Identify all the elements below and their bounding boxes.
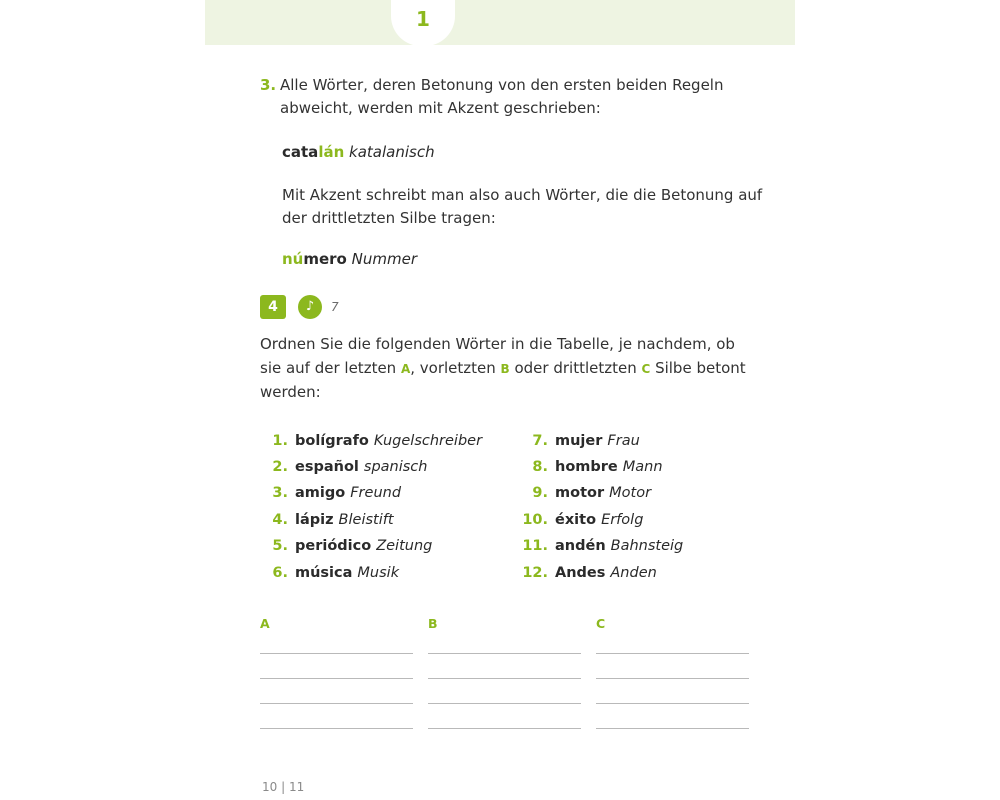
word-spanish: hombre <box>555 458 618 475</box>
chapter-tab <box>391 0 455 46</box>
list-item <box>260 509 520 532</box>
example-word-prefix: cata <box>282 142 319 161</box>
instruction-part-3: oder drittletzten <box>509 358 642 377</box>
word-index: 11. <box>522 538 548 555</box>
rule-number: 3. <box>260 76 277 94</box>
instruction-part-1: Ordnen Sie die folgenden Wörter in die Tabelle, je nachdem, ob sie auf der letzten <box>260 334 735 377</box>
word-german: Freund <box>350 485 402 502</box>
word-german: Anden <box>610 564 657 581</box>
write-line <box>596 703 749 704</box>
word-spanish: Andes <box>555 564 606 581</box>
write-line <box>428 703 581 704</box>
column-header-c: C <box>596 616 606 632</box>
word-spanish: motor <box>555 485 605 502</box>
word-german: Musik <box>357 564 400 581</box>
word-index: 12. <box>522 564 548 581</box>
write-line <box>260 728 413 729</box>
word-index: 9. <box>532 485 548 502</box>
list-item <box>260 562 520 585</box>
write-line <box>260 653 413 654</box>
word-list-column-right <box>520 430 780 589</box>
example2-word-suffix: mero <box>303 250 347 269</box>
write-line <box>428 678 581 679</box>
write-line <box>596 678 749 679</box>
word-spanish: español <box>295 458 359 475</box>
write-line <box>596 728 749 729</box>
word-index: 4. <box>272 511 288 528</box>
list-item <box>520 430 780 453</box>
answer-field-a[interactable] <box>260 653 428 654</box>
answer-field-c[interactable] <box>596 653 764 654</box>
answer-field-b[interactable] <box>428 678 596 679</box>
word-spanish: lápiz <box>295 511 334 528</box>
example2-translation: Nummer <box>351 250 418 269</box>
example-translation: katalanisch <box>349 142 435 161</box>
instruction-part-4: Silbe betont werden: <box>260 358 746 401</box>
word-german: Kugelschreiber <box>373 432 483 449</box>
page-number: 10 | 11 <box>262 780 305 794</box>
word-index: 10. <box>522 511 548 528</box>
word-index: 7. <box>532 432 548 449</box>
word-spanish: éxito <box>555 511 597 528</box>
rule-item-3 <box>260 74 780 121</box>
word-spanish: andén <box>555 538 606 555</box>
word-spanish: periódico <box>295 538 372 555</box>
word-index: 1. <box>272 432 288 449</box>
rule-paragraph: Mit Akzent schreibt man also auch Wörter, die die Betonung auf der drittletzten Silbe tragen: <box>282 185 763 227</box>
write-line <box>428 653 581 654</box>
word-list-column-left <box>260 430 520 589</box>
answer-row <box>260 728 780 729</box>
write-line <box>428 728 581 729</box>
word-spanish: bolígrafo <box>295 432 369 449</box>
write-line <box>260 678 413 679</box>
list-item <box>520 482 780 505</box>
answer-field-c[interactable] <box>596 703 764 704</box>
headphones-icon[interactable]: ♪ <box>298 295 322 319</box>
column-header-a: A <box>260 616 270 632</box>
instruction-label-a: A <box>400 361 411 376</box>
word-index: 6. <box>272 564 288 581</box>
answer-field-c[interactable] <box>596 678 764 679</box>
word-spanish: música <box>295 564 353 581</box>
answer-field-a[interactable] <box>260 703 428 704</box>
instruction-part-2: , vorletzten <box>410 358 501 377</box>
answer-field-a[interactable] <box>260 728 428 729</box>
answer-row <box>260 703 780 704</box>
example2-word-accent: nú <box>282 250 304 269</box>
answer-field-c[interactable] <box>596 728 764 729</box>
word-spanish: mujer <box>555 432 603 449</box>
write-line <box>260 703 413 704</box>
example-word-accent: lán <box>318 142 345 161</box>
word-german: Bleistift <box>338 511 394 528</box>
list-item <box>520 535 780 558</box>
word-german: Motor <box>609 485 652 502</box>
answer-table <box>260 616 780 729</box>
word-german: Mann <box>622 458 663 475</box>
rule-text: Alle Wörter, deren Betonung von den ersten beiden Regeln abweicht, werden mit Akzent geschrieben: <box>280 76 724 118</box>
answer-field-b[interactable] <box>428 728 596 729</box>
example-numero <box>282 248 780 271</box>
exercise-marker <box>260 294 780 320</box>
answer-row <box>260 653 780 654</box>
word-german: Zeitung <box>376 538 433 555</box>
answer-row <box>260 678 780 679</box>
word-index: 2. <box>272 458 288 475</box>
answer-table-header <box>260 616 780 631</box>
list-item <box>260 535 520 558</box>
answer-field-b[interactable] <box>428 703 596 704</box>
word-index: 5. <box>272 538 288 555</box>
instruction-label-b: B <box>500 361 510 376</box>
column-header-b: B <box>428 616 438 632</box>
list-item <box>520 509 780 532</box>
word-index: 3. <box>272 485 288 502</box>
list-item <box>260 430 520 453</box>
list-item <box>260 456 520 479</box>
word-spanish: amigo <box>295 485 346 502</box>
word-german: Bahnsteig <box>610 538 684 555</box>
chapter-header-band <box>205 0 795 45</box>
list-item <box>520 456 780 479</box>
audio-track-number: 7 <box>331 299 339 314</box>
instruction-label-c: C <box>641 361 651 376</box>
word-german: spanisch <box>363 458 428 475</box>
answer-field-a[interactable] <box>260 678 428 679</box>
page-content <box>260 74 780 753</box>
exercise-number-badge: 4 <box>260 295 286 319</box>
chapter-number: 1 <box>416 7 430 31</box>
exercise-instruction <box>260 332 760 404</box>
word-german: Erfolg <box>601 511 644 528</box>
list-item <box>520 562 780 585</box>
answer-field-b[interactable] <box>428 653 596 654</box>
example-catalan <box>282 141 780 164</box>
write-line <box>596 653 749 654</box>
list-item <box>260 482 520 505</box>
word-index: 8. <box>532 458 548 475</box>
word-german: Frau <box>607 432 640 449</box>
word-list <box>260 430 780 589</box>
